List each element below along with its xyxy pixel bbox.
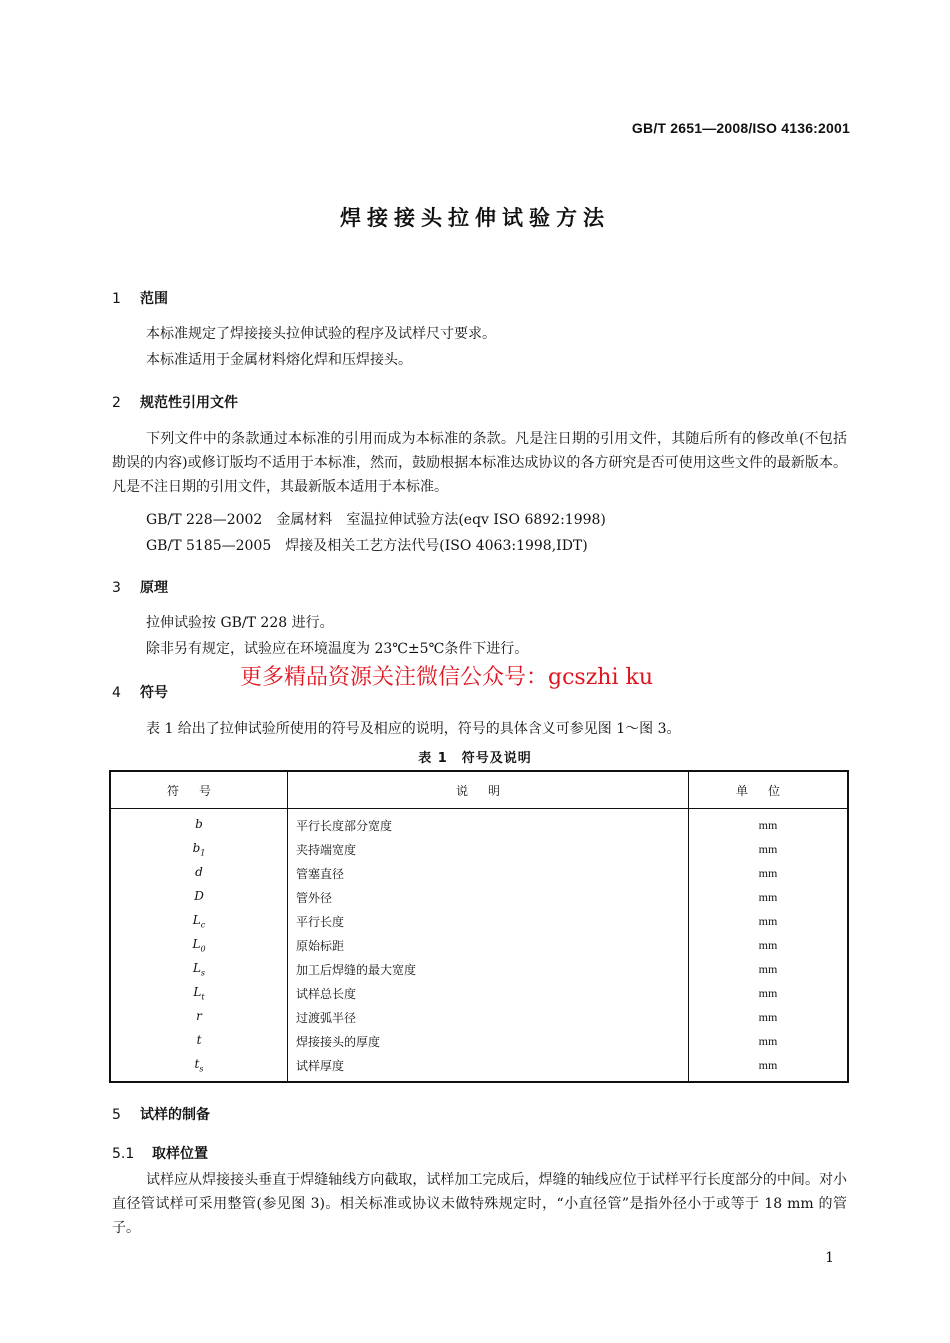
cell-unit: mm [758, 841, 778, 856]
section-title: 取样位置 [152, 1146, 208, 1162]
symbol-subscript: s [199, 1064, 204, 1074]
header-unit: 单位 [689, 771, 849, 809]
table-row [110, 837, 848, 861]
cell-description: 平行长度 [288, 909, 689, 933]
symbols-table [109, 770, 849, 1083]
symbol-subscript: 0 [200, 944, 206, 954]
section-2-heading [112, 392, 238, 412]
symbol-letter: d [195, 864, 203, 879]
header-description: 说明 [288, 771, 689, 809]
section-5-1-heading [112, 1143, 208, 1163]
section-number: 5.1 [112, 1146, 135, 1162]
section-1-heading [112, 288, 168, 308]
section-3-line-1: 拉伸试验按 GB/T 228 进行。 [146, 615, 334, 631]
cell-description: 管塞直径 [288, 861, 689, 885]
cell-unit: mm [758, 985, 778, 1000]
symbol-letter: L [193, 984, 202, 999]
table-row [110, 909, 848, 933]
section-title: 规范性引用文件 [140, 395, 238, 411]
cell-description: 焊接接头的厚度 [288, 1029, 689, 1053]
cell-unit: mm [758, 1033, 778, 1048]
symbol-letter: D [194, 888, 204, 903]
symbol-letter: L [192, 960, 201, 975]
cell-symbol [110, 981, 288, 1005]
table-row [110, 885, 848, 909]
table-row [110, 861, 848, 885]
cell-description: 平行长度部分宽度 [288, 809, 689, 838]
section-2-paragraph [112, 427, 847, 499]
section-number: 4 [112, 685, 121, 701]
cell-symbol [110, 809, 288, 838]
table-row [110, 957, 848, 981]
symbol-letter: L [192, 936, 201, 951]
reference-2: GB/T 5185—2005 焊接及相关工艺方法代号(ISO 4063:1998,IDT) [146, 538, 588, 554]
cell-symbol [110, 957, 288, 981]
table-row [110, 1053, 848, 1082]
cell-unit: mm [758, 865, 778, 880]
symbol-letter: r [196, 1008, 202, 1023]
paragraph-text: 试样应从焊接接头垂直于焊缝轴线方向截取，试样加工完成后，焊缝的轴线应位于试样平行长度部分的中间。对小直径管试样可采用整管(参见图 3)。相关标准或协议未做特殊规定时，“小直径管”是指外径小于或等于 18 mm 的管子。 [112, 1172, 847, 1236]
section-title: 原理 [140, 580, 168, 596]
symbol-letter: t [194, 1056, 200, 1071]
section-title: 符号 [140, 685, 168, 701]
symbol-letter: b [192, 840, 201, 855]
section-title: 范围 [140, 291, 168, 307]
section-5-1-paragraph [112, 1168, 847, 1240]
table-body [110, 809, 848, 1083]
cell-symbol [110, 909, 288, 933]
table-header-row [110, 771, 848, 809]
cell-symbol [110, 885, 288, 909]
cell-unit: mm [758, 1057, 778, 1072]
cell-unit: mm [758, 1009, 778, 1024]
table-row [110, 981, 848, 1005]
section-number: 3 [112, 580, 121, 596]
cell-unit: mm [758, 889, 778, 904]
section-3-heading [112, 577, 168, 597]
table-row [110, 809, 848, 838]
page-number: 1 [825, 1250, 834, 1266]
symbol-letter: b [195, 816, 203, 831]
symbol-subscript: c [200, 920, 206, 930]
cell-symbol [110, 837, 288, 861]
table-row [110, 933, 848, 957]
cell-unit: mm [758, 961, 778, 976]
cell-symbol [110, 1029, 288, 1053]
cell-description: 过渡弧半径 [288, 1005, 689, 1029]
section-number: 5 [112, 1107, 121, 1123]
table-row [110, 1005, 848, 1029]
symbol-letter: L [192, 912, 201, 927]
reference-1: GB/T 228—2002 金属材料 室温拉伸试验方法(eqv ISO 6892:1998) [146, 512, 606, 528]
watermark-text: 更多精品资源关注微信公众号：gcszhi ku [240, 665, 653, 690]
cell-symbol [110, 1005, 288, 1029]
header-symbol: 符号 [110, 771, 288, 809]
section-title: 试样的制备 [140, 1107, 210, 1123]
cell-description: 管外径 [288, 885, 689, 909]
table-caption: 表 1 符号及说明 [418, 751, 532, 766]
cell-symbol [110, 933, 288, 957]
cell-unit: mm [758, 937, 778, 952]
cell-description: 试样总长度 [288, 981, 689, 1005]
symbol-subscript: t [201, 992, 205, 1002]
cell-description: 试样厚度 [288, 1053, 689, 1082]
section-4-intro: 表 1 给出了拉伸试验所使用的符号及相应的说明，符号的具体含义可参见图 1～图 3。 [146, 721, 681, 737]
cell-description: 加工后焊缝的最大宽度 [288, 957, 689, 981]
symbol-subscript: 1 [200, 848, 206, 858]
cell-symbol [110, 1053, 288, 1082]
cell-unit: mm [758, 913, 778, 928]
cell-description: 原始标距 [288, 933, 689, 957]
section-3-line-2: 除非另有规定，试验应在环境温度为 23℃±5℃条件下进行。 [146, 641, 529, 657]
section-1-line-2: 本标准适用于金属材料熔化焊和压焊接头。 [146, 352, 412, 368]
symbol-letter: t [196, 1032, 202, 1047]
paragraph-text: 下列文件中的条款通过本标准的引用而成为本标准的条款。凡是注日期的引用文件，其随后所有的修改单(不包括勘误的内容)或修订版均不适用于本标准，然而，鼓励根据本标准达成协议的各方研究是否可使用这些文件的最新版本。凡是不注日期的引用文件，其最新版本适用于本标准。 [112, 431, 847, 495]
cell-symbol [110, 861, 288, 885]
section-1-line-1: 本标准规定了焊接接头拉伸试验的程序及试样尺寸要求。 [146, 326, 496, 342]
table-row [110, 1029, 848, 1053]
section-number: 2 [112, 395, 121, 411]
standard-code: GB/T 2651—2008/ISO 4136:2001 [631, 120, 850, 136]
document-title: 焊接接头拉伸试验方法 [340, 206, 610, 230]
symbol-subscript: s [200, 968, 206, 978]
section-number: 1 [112, 291, 121, 307]
section-4-heading [112, 682, 168, 702]
cell-description: 夹持端宽度 [288, 837, 689, 861]
section-5-heading [112, 1104, 210, 1124]
cell-unit: mm [758, 817, 778, 832]
